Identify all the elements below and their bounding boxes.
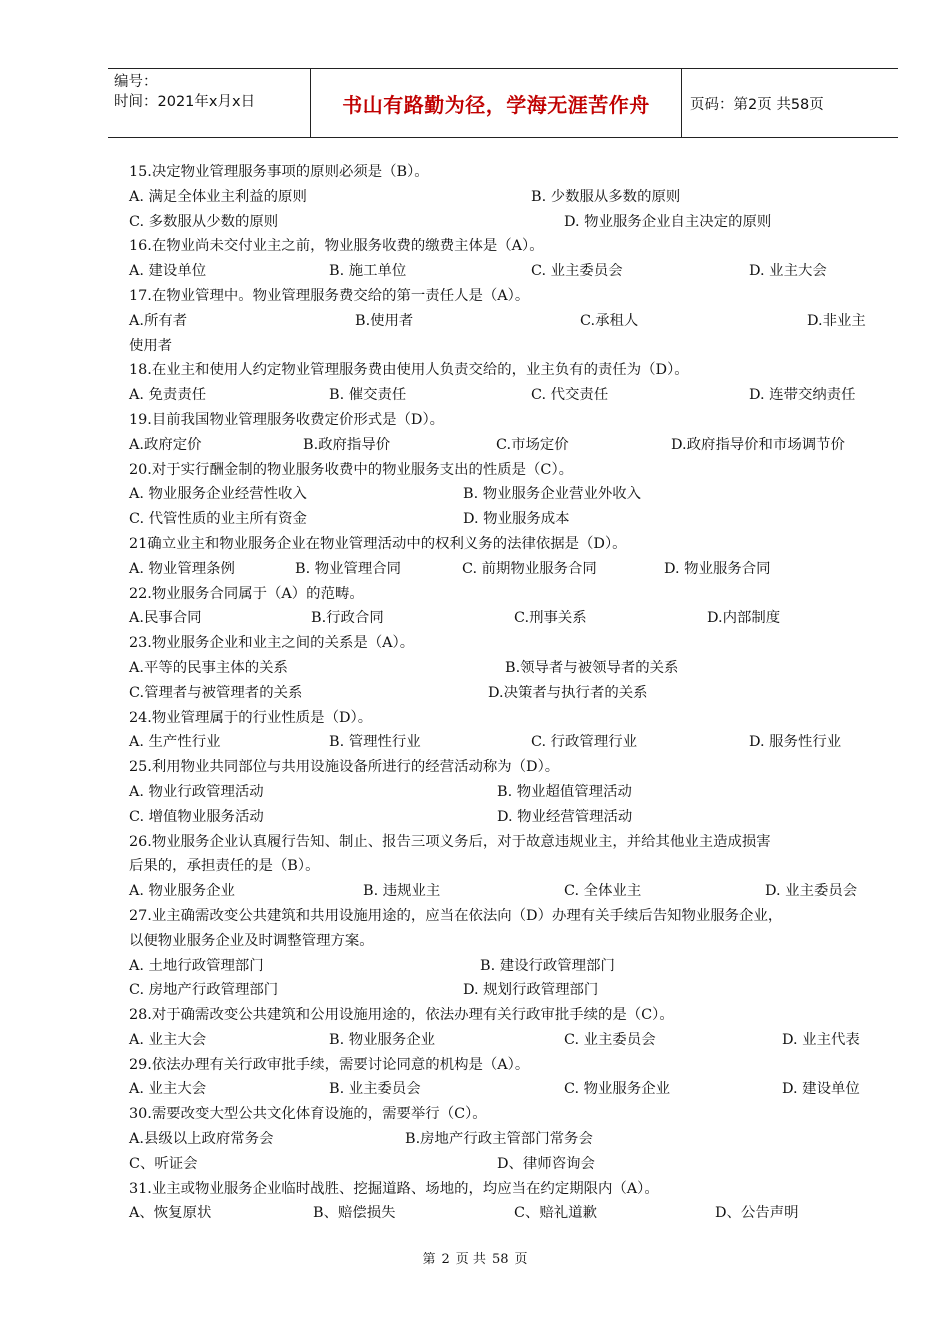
motto: 书山有路勤为径，学海无涯苦作舟 [342,92,650,117]
option-d: D. 物业服务成本 [463,511,570,528]
question-text: 27.业主确需改变公共建筑和共用设施用途的，应当在依法向（D）办理有关手续后告知物业服务企业， [129,907,783,924]
option-b: B. 物业超值管理活动 [497,783,632,800]
option-row [129,1127,879,1152]
option-a: A.政府定价 [129,436,202,453]
option-c: C. 房地产行政管理部门 [129,982,279,999]
option-row [129,507,879,532]
question-text: 19.目前我国物业管理服务收费定价形式是（D）。 [129,411,445,428]
question-text: 26.物业服务企业认真履行告知、制止、报告三项义务后，对于故意违规业主，并给其他业主造成损害 [129,833,771,850]
question-text: 18.在业主和使用人约定物业管理服务费由使用人负责交给的，业主负有的责任为（D）。 [129,362,689,379]
header-motto-cell [310,69,682,137]
option-d: D. 建设单位 [782,1081,860,1098]
question-continuation: 以便物业服务企业及时调整管理方案。 [129,932,374,949]
option-row [129,1077,879,1102]
option-c: C.管理者与被管理者的关系 [129,684,303,701]
option-a: A.所有者 [129,312,188,329]
option-a: A.县级以上政府常务会 [129,1131,274,1148]
option-b: B.行政合同 [311,610,384,627]
option-row [129,482,879,507]
option-row [129,1152,879,1177]
option-row [129,805,879,830]
option-c: C. 物业服务企业 [564,1081,670,1098]
option-a: A、恢复原状 [129,1205,212,1222]
option-b: B. 催交责任 [329,387,407,404]
question-text: 28.对于确需改变公共建筑和公用设施用途的，依法办理有关行政审批手续的是（C）。 [129,1007,674,1024]
date-label: 时间：2021年x月x日 [114,94,256,110]
option-a: A. 物业管理条例 [129,560,235,577]
question-text: 15.决定物业管理服务事项的原则必须是（B）。 [129,164,429,180]
page-footer [0,1248,950,1267]
option-c: C、赔礼道歉 [514,1205,597,1222]
option-row [129,978,879,1003]
option-c: C. 代交责任 [531,387,609,404]
option-d: D、律师咨询会 [497,1155,595,1172]
option-continuation: 使用者 [129,337,173,354]
question-list [129,160,879,1226]
option-row [129,879,879,904]
option-row [129,309,879,334]
option-c: C. 行政管理行业 [531,734,637,751]
option-a: A.民事合同 [129,610,202,627]
question-text: 22.物业服务合同属于（A）的范畴。 [129,585,364,602]
footer-text-2: 页 共 [455,1252,486,1267]
option-row [129,1028,879,1053]
option-b: B. 违规业主 [363,883,441,900]
option-d: D.决策者与执行者的关系 [488,684,648,701]
footer-text-1: 第 [422,1252,436,1267]
option-b: B. 物业服务企业 [329,1031,436,1048]
option-d: D. 物业服务合同 [664,560,771,577]
question-text: 17.在物业管理中。物业管理服务费交给的第一责任人是（A）。 [129,287,530,304]
option-d: D. 业主代表 [782,1031,860,1048]
option-row [129,606,879,631]
option-d: D. 物业服务企业自主决定的原则 [564,213,772,230]
option-b: B. 业主委员会 [329,1081,421,1098]
option-row [129,1201,879,1226]
option-d: D. 连带交纳责任 [749,387,856,404]
option-c: C. 业主委员会 [564,1031,656,1048]
option-b: B. 物业管理合同 [295,560,402,577]
option-d: D. 服务性行业 [749,734,842,751]
option-a: A.平等的民事主体的关系 [129,659,288,676]
footer-page-number: 2 [441,1252,450,1267]
option-a: A. 生产性行业 [129,734,221,751]
question-text: 31.业主或物业服务企业临时战胜、挖掘道路、场地的，均应当在约定期限内（A）。 [129,1180,659,1197]
option-d: D.非业主 [807,312,866,329]
option-a: A. 物业服务企业 [129,883,235,900]
option-b: B. 物业服务企业营业外收入 [463,486,642,503]
option-c: C. 多数服从少数的原则 [129,213,279,230]
page-label: 页码：第2页 共58页 [690,96,824,113]
option-c: C. 前期物业服务合同 [462,560,597,577]
option-c: C.市场定价 [496,436,569,453]
option-a: A. 业主大会 [129,1081,207,1098]
option-d: D.内部制度 [707,610,781,627]
question-text: 16.在物业尚未交付业主之前，物业服务收费的缴费主体是（A）。 [129,238,544,255]
question-text: 23.物业服务企业和业主之间的关系是（A）。 [129,635,415,652]
option-row [129,681,879,706]
option-row [129,210,879,235]
option-d: D.政府指导价和市场调节价 [671,436,845,453]
option-d: D. 规划行政管理部门 [463,982,599,999]
option-b: B.使用者 [355,312,414,329]
option-c: C. 代管性质的业主所有资金 [129,511,307,528]
option-row [129,656,879,681]
option-b: B.房地产行政主管部门常务会 [405,1131,593,1148]
header-page-cell [682,69,898,137]
option-row [129,954,879,979]
option-b: B.领导者与被领导者的关系 [505,659,679,676]
option-a: A. 土地行政管理部门 [129,957,264,974]
option-d: D. 业主委员会 [765,883,858,900]
option-b: B. 少数服从多数的原则 [531,188,681,205]
question-text: 25.利用物业共同部位与共用设施设备所进行的经营活动称为（D）。 [129,759,560,776]
option-d: D. 业主大会 [749,263,827,280]
code-label: 编号： [114,74,158,90]
option-a: A. 满足全体业主利益的原则 [129,188,307,205]
option-row [129,185,879,210]
option-a: A. 业主大会 [129,1031,207,1048]
header-left-cell [108,69,310,137]
option-row [129,557,879,582]
option-b: B、赔偿损失 [313,1205,396,1222]
option-row [129,259,879,284]
option-row [129,433,879,458]
option-b: B.政府指导价 [303,436,391,453]
option-row [129,730,879,755]
option-row [129,383,879,408]
option-b: B. 施工单位 [329,263,407,280]
option-c: C、听证会 [129,1155,198,1172]
option-c: C. 增值物业服务活动 [129,808,264,825]
option-a: A. 物业行政管理活动 [129,783,264,800]
question-text: 30.需要改变大型公共文化体育设施的，需要举行（C）。 [129,1106,487,1123]
option-c: C.刑事关系 [514,610,587,627]
option-row [129,780,879,805]
question-text: 21确立业主和物业服务企业在物业管理活动中的权利义务的法律依据是（D）。 [129,535,627,552]
question-continuation: 后果的，承担责任的是（B）。 [129,858,320,875]
footer-text-3: 页 [514,1252,528,1267]
question-text: 20.对于实行酬金制的物业服务收费中的物业服务支出的性质是（C）。 [129,461,574,478]
option-b: B. 管理性行业 [329,734,421,751]
question-text: 24.物业管理属于的行业性质是（D）。 [129,709,373,726]
option-d: D、公告声明 [715,1205,799,1222]
option-c: C.承租人 [580,312,639,329]
option-c: C. 业主委员会 [531,263,623,280]
option-a: A. 建设单位 [129,263,207,280]
page-header [108,68,898,138]
option-a: A. 免责责任 [129,387,207,404]
question-text: 29.依法办理有关行政审批手续，需要讨论同意的机构是（A）。 [129,1056,530,1073]
option-b: B. 建设行政管理部门 [480,957,615,974]
footer-total-pages: 58 [491,1252,509,1267]
option-c: C. 全体业主 [564,883,642,900]
option-a: A. 物业服务企业经营性收入 [129,486,307,503]
option-d: D. 物业经营管理活动 [497,808,633,825]
